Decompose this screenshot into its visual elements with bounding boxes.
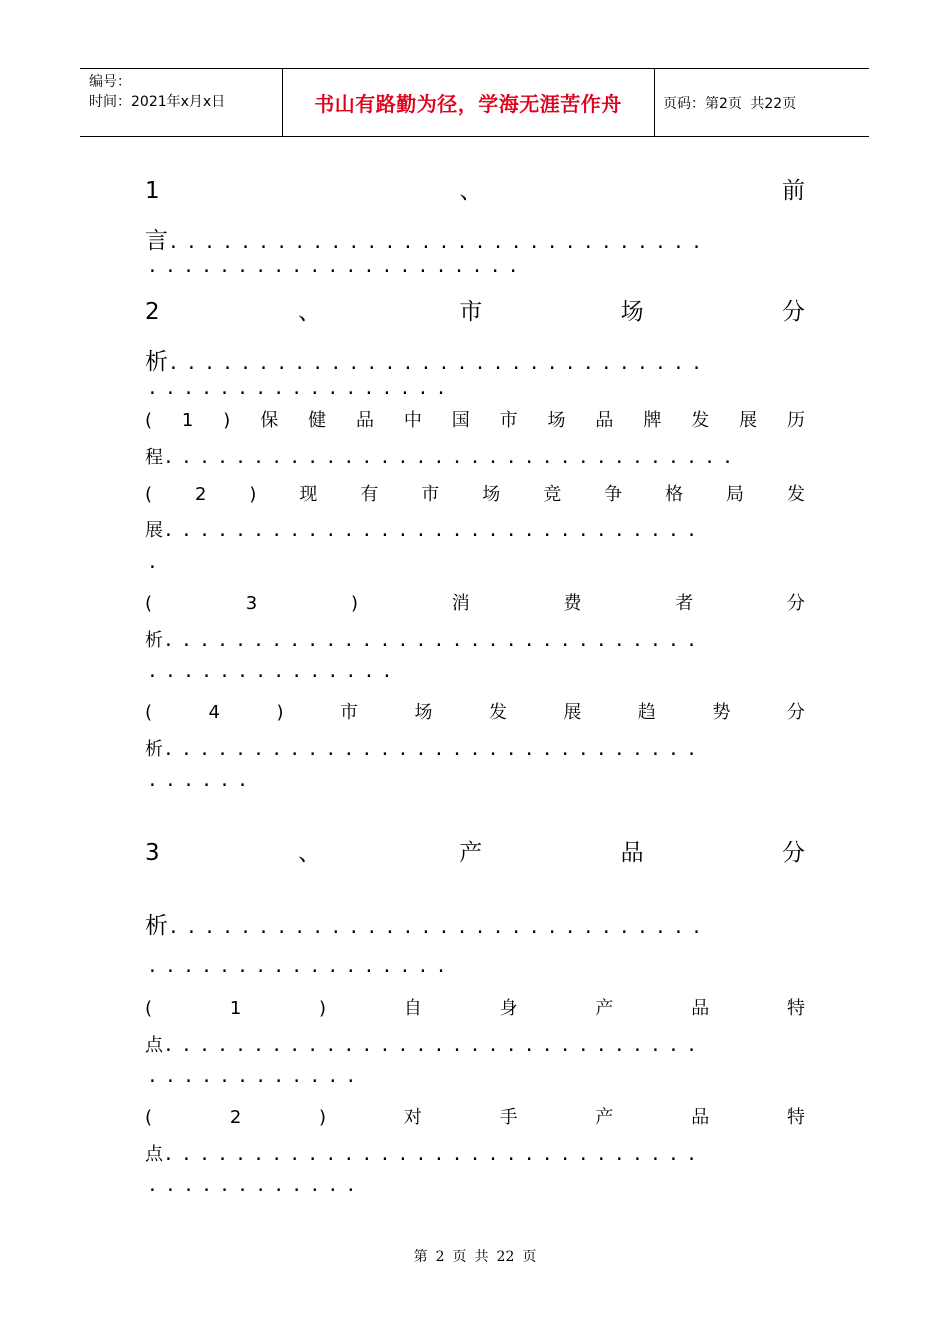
toc-leader-dots: ..............................: [168, 917, 710, 938]
toc-leader-dots: ..............................: [168, 232, 710, 253]
toc-line-2: [145, 293, 805, 326]
page-label: 页码：第2页: [663, 96, 742, 112]
toc-heading-char: 2: [145, 299, 160, 325]
toc-line-2-cont: [145, 343, 709, 376]
toc-heading-char: 历: [786, 410, 805, 431]
toc-heading-char: 费: [563, 593, 582, 614]
toc-heading-char: (: [145, 410, 153, 431]
toc-heading-char: 对: [403, 1107, 422, 1128]
toc-heading-char: 自: [403, 998, 422, 1019]
toc-leader-dots: ..............................: [168, 353, 710, 374]
toc-line-3-1-cont: [145, 1031, 704, 1057]
toc-heading-char: 场: [620, 299, 644, 325]
toc-leader-dots: ..............................: [163, 520, 705, 541]
total-label: 共22页: [750, 96, 797, 112]
toc-heading-char: 品: [355, 410, 374, 431]
toc-leader-dots: .: [147, 552, 166, 573]
toc-heading-char: 市: [459, 299, 483, 325]
toc-heading-char: ): [223, 410, 231, 431]
footer-total-pages: 22: [496, 1249, 515, 1265]
toc-line-2-1: [145, 406, 805, 432]
toc-heading-char: 4: [208, 702, 220, 723]
toc-heading-char: 发: [787, 484, 805, 505]
toc-heading-char: 争: [604, 484, 623, 505]
toc-leader-dots: ..............................: [163, 1144, 705, 1165]
toc-heading-char: 产: [459, 840, 483, 866]
toc-lead-char: 程: [145, 447, 163, 468]
toc-heading-char: 、: [459, 178, 483, 204]
toc-heading-char: 发: [691, 410, 710, 431]
toc-heading-char: (: [145, 998, 153, 1019]
toc-leader-dots: ............: [147, 1175, 364, 1196]
toc-heading-char: 1: [229, 998, 242, 1019]
toc-heading-char: 1: [181, 410, 194, 431]
toc-heading-char: 产: [595, 1107, 614, 1128]
toc-leader-dots: ..............................: [163, 739, 705, 760]
toc-heading-char: 、: [297, 840, 321, 866]
header-meta: [89, 72, 225, 112]
toc-leader-dots: ..............................: [163, 630, 705, 651]
toc-lead-char: 点: [145, 1144, 163, 1165]
toc-heading-char: 保: [260, 410, 279, 431]
toc-heading-char: 牌: [643, 410, 662, 431]
toc-heading-char: 场: [482, 484, 501, 505]
toc-line-3-2: [145, 1103, 805, 1129]
toc-heading-char: 市: [339, 702, 358, 723]
toc-lead-char: 析: [145, 630, 163, 651]
toc-lead-char: 析: [145, 349, 168, 375]
toc-heading-char: 2: [229, 1107, 242, 1128]
toc-line-2-3: [145, 589, 805, 615]
toc-heading-char: 特: [786, 1107, 805, 1128]
toc-heading-char: ): [276, 702, 284, 723]
toc-leader-dots: .....................: [147, 256, 526, 277]
toc-leader-dots: ............: [147, 1066, 364, 1087]
footer-di: 第: [413, 1249, 428, 1265]
toc-line-2-2: [145, 480, 805, 506]
toc-heading-char: ): [319, 1107, 327, 1128]
toc-line-1-cont: [145, 222, 709, 255]
toc-lead-char: 言: [145, 228, 168, 254]
header-page-info: [663, 93, 800, 113]
toc-heading-char: 场: [414, 702, 433, 723]
toc-leader-dots: .................: [147, 956, 454, 977]
toc-heading-char: 分: [781, 840, 805, 866]
toc-heading-char: 有: [360, 484, 379, 505]
toc-heading-char: ): [319, 998, 327, 1019]
page-footer: [0, 1246, 950, 1266]
toc-heading-char: 局: [726, 484, 745, 505]
time-label: 时间：2021年x月x日: [89, 94, 226, 110]
toc-line-1: [145, 172, 805, 205]
toc-leader-dots: ..............: [147, 661, 400, 682]
toc-heading-char: 产: [595, 998, 614, 1019]
footer-ye: 页: [522, 1249, 537, 1265]
toc-heading-char: 市: [499, 410, 518, 431]
footer-page-number: 2: [435, 1249, 445, 1265]
toc-heading-char: 分: [781, 299, 805, 325]
toc-heading-char: 中: [403, 410, 422, 431]
toc-heading-char: 场: [547, 410, 566, 431]
toc-heading-char: (: [145, 593, 153, 614]
toc-heading-char: 竞: [543, 484, 562, 505]
toc-lead-char: 析: [145, 739, 163, 760]
header-motto: 书山有路勤为径，学海无涯苦作舟: [314, 92, 622, 116]
footer-gong: 共: [474, 1249, 489, 1265]
toc-heading-char: 3: [245, 593, 258, 614]
toc-line-2-3-cont: [145, 626, 704, 652]
toc-heading-char: 品: [691, 1107, 710, 1128]
toc-heading-char: 1: [145, 178, 160, 204]
toc-line-2-4: [145, 698, 805, 724]
toc-heading-char: 发: [488, 702, 507, 723]
toc-lead-char: 点: [145, 1035, 163, 1056]
toc-heading-char: 手: [499, 1107, 518, 1128]
toc-heading-char: 2: [194, 484, 207, 505]
toc-heading-char: 品: [620, 840, 644, 866]
toc-line-2-1-cont: [145, 443, 740, 469]
toc-heading-char: 趋: [637, 702, 656, 723]
toc-heading-char: 展: [563, 702, 582, 723]
toc-heading-char: 分: [786, 702, 805, 723]
toc-line-3-2-cont: [145, 1140, 704, 1166]
toc-leader-dots: ..............................: [163, 1035, 705, 1056]
toc-line-3: [145, 834, 805, 867]
toc-leader-dots: .................: [147, 378, 454, 399]
footer-ye: 页: [452, 1249, 467, 1265]
page-header-table: [80, 68, 869, 137]
toc-line-3-cont: [145, 907, 709, 940]
toc-lead-char: 析: [145, 913, 168, 939]
toc-heading-char: 品: [595, 410, 614, 431]
toc-line-2-4-cont: [145, 735, 704, 761]
toc-heading-char: 品: [691, 998, 710, 1019]
toc-heading-char: 势: [712, 702, 731, 723]
toc-heading-char: 3: [145, 840, 160, 866]
toc-line-3-1: [145, 994, 805, 1020]
toc-heading-char: 格: [665, 484, 684, 505]
toc-heading-char: 现: [299, 484, 318, 505]
header-divider: [654, 69, 655, 136]
toc-heading-char: 身: [499, 998, 518, 1019]
toc-heading-char: 健: [308, 410, 327, 431]
toc-heading-char: 特: [786, 998, 805, 1019]
toc-heading-char: 者: [675, 593, 694, 614]
toc-heading-char: 分: [786, 593, 805, 614]
toc-heading-char: 国: [451, 410, 470, 431]
toc-heading-char: 消: [451, 593, 470, 614]
toc-heading-char: ): [350, 593, 358, 614]
toc-lead-char: 展: [145, 520, 163, 541]
toc-leader-dots: ......: [147, 770, 256, 791]
toc-heading-char: 展: [739, 410, 758, 431]
toc-heading-char: ): [249, 484, 257, 505]
number-label: 编号：: [89, 74, 131, 90]
toc-heading-char: (: [145, 1107, 153, 1128]
toc-heading-char: 、: [297, 299, 321, 325]
toc-leader-dots: ................................: [163, 447, 741, 468]
toc-heading-char: 前: [781, 178, 805, 204]
toc-heading-char: (: [145, 484, 153, 505]
toc-heading-char: 市: [421, 484, 440, 505]
toc-line-2-2-cont: [145, 516, 704, 542]
toc-heading-char: (: [145, 702, 153, 723]
